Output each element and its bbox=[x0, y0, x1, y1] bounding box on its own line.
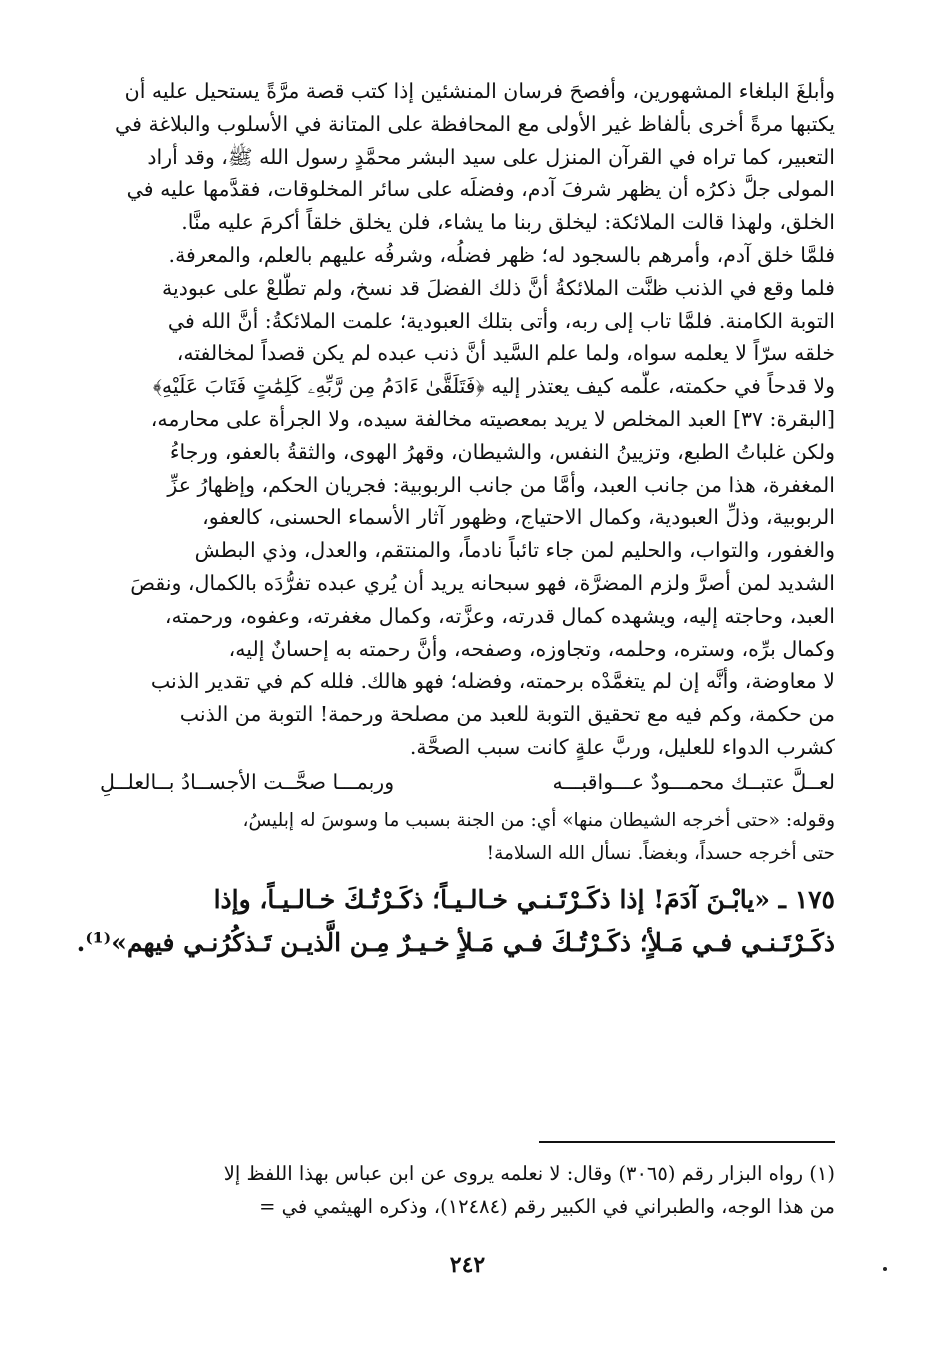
footnote-separator bbox=[539, 1141, 835, 1143]
text-line: المولى جلَّ ذكرُه أن يظهر شرفَ آدم، وفضلَه على سائر المخلوقات، فقدَّمها عليه في bbox=[126, 177, 835, 202]
poem-right-hemistich: لعــلَّ عتبــك محمـــودٌ عـــواقبـــه bbox=[552, 769, 835, 794]
commentary bbox=[100, 804, 835, 870]
hadith-line: ذكَـرْتَـنـي فـي مَـلأٍ؛ ذكَـرْتُـكَ فـي مَـلأٍ خـيـرٌ مِـن الَّذيـن تَـذكُرُنـي فيهم»⁽¹⁾. bbox=[76, 927, 835, 957]
text-line: والغفور، والتواب، والحليم لمن جاء تائباً نادماً، والمنتقم، والعدل، وذي البطش bbox=[194, 538, 835, 563]
main-text bbox=[100, 75, 835, 764]
text-line: كشرب الدواء للعليل، وربَّ علةٍ كانت سبب الصحَّة. bbox=[409, 734, 835, 759]
text-line: خلقه سرّاً لا يعلمه سواه، ولما علم السَّيد أنَّ ذنب عبده لم يكن قصداً لمخالفته، bbox=[176, 341, 835, 366]
quran-verse-line: ولا قدحاً في حكمته، علَّمه كيف يعتذر إليه ﴿فَتَلَقَّىٰ ءَادَمُ مِن رَّبِّهِۦ كَلِمَٰتٍ فَتَابَ عَلَيْهِ﴾ bbox=[152, 374, 835, 399]
text-line: فلمَّا خلق آدم، وأمرهم بالسجود له؛ ظهر فضلُه، وشرفُه عليهم بالعلم، والمعرفة. bbox=[168, 242, 835, 267]
text-line: وكمال برِّه، وستره، وحلمه، وتجاوزه، وصفحه، وأنَّ رحمته به إحسانٌ إليه، bbox=[228, 636, 835, 661]
text-line: لا معاوضة، وأنَّه إن لم يتغمَّدْه برحمته، وفضله؛ فهو هالك. فلله كم في تقدير الذنب bbox=[150, 669, 835, 694]
poem-left-hemistich: وربمـــا صحَّــت الأجســادُ بــالعلــلِ bbox=[100, 769, 395, 794]
footnote-line: من هذا الوجه، والطبراني في الكبير رقم (١٢٤٨٤)، وذكره الهيثمي في = bbox=[259, 1195, 835, 1218]
scan-dot-mark bbox=[883, 1267, 887, 1271]
text-line: فلما وقع في الذنب ظنَّت الملائكةُ أنَّ ذلك الفضلَ قد نسخ، ولم تطَّلعْ على عبودية bbox=[162, 275, 835, 300]
footnote-line: (١) رواه البزار رقم (٣٠٦٥) وقال: لا نعلمه يروى عن ابن عباس بهذا اللفظ إلا bbox=[223, 1162, 835, 1185]
text-line: من حكمة، وكم فيه مع تحقيق التوبة للعبد من مصلحة ورحمة! التوبة من الذنب bbox=[179, 702, 835, 727]
text-line: العبد، وحاجته إليه، ويشهده كمال قدرته، وعزَّته، وكمال مغفرته، وعفوه، ورحمته، bbox=[164, 603, 835, 628]
text-line: الربوبية، وذلِّ العبودية، وكمال الاحتياج، وظهور آثار الأسماء الحسنى، كالعفو، bbox=[202, 505, 835, 530]
text-line: [البقرة: ٣٧] العبد المخلص لا يريد بمعصيته مخالفة سيده، ولا الجرأة على محارمه، bbox=[150, 406, 835, 431]
book-page bbox=[76, 75, 835, 1295]
text-line: وأبلغَ البلغاء المشهورين، وأفصحَ فرسان المنشئين إذا كتب قصة مرَّةً يستحيل عليه أن bbox=[124, 79, 835, 103]
text-line: التوبة الكامنة. فلمَّا تاب إلى ربه، وأتى بتلك العبودية؛ علمت الملائكةُ: أنَّ الله في bbox=[167, 308, 835, 333]
text-line: الشديد لمن أصرَّ ولزم المضرَّة، فهو سبحانه يريد أن يُري عبده تفرُّدَه بالكمال، ونقصَ bbox=[130, 570, 835, 595]
poem-verse bbox=[100, 766, 835, 798]
commentary-line: وقوله: «حتى أخرجه الشيطان منها» أي: من الجنة بسبب ما وسوسَ له إبليسُ، bbox=[242, 809, 835, 831]
text-line: الخلق، ولهذا قالت الملائكة: ليخلق ربنا ما يشاء، فلن يخلق خلقاً أكرمَ عليه منَّا. bbox=[181, 210, 835, 235]
commentary-line: حتى أخرجه حسداً، وبغضاً. نسأل الله السلامة! bbox=[486, 842, 835, 864]
hadith-line: ١٧٥ ـ «يابْـنَ آدَمَ! إذا ذكَـرْتَـنـي خـالـيـاً؛ ذكَـرْتُـكَ خـالـيـاً، وإذا bbox=[213, 884, 835, 914]
text-line: المغفرة، هذا من جانب العبد، وأمَّا من جانب الربوبية: فجريان الحكم، وإظهارُ عزِّ bbox=[167, 472, 835, 497]
page-number: ٢٤٢ bbox=[449, 1252, 486, 1278]
text-line: التعبير، كما تراه في القرآن المنزل على سيد البشر محمَّدٍ رسول الله ﷺ، وقد أراد bbox=[147, 144, 835, 169]
text-line: يكتبها مرةً أخرى بألفاظ غير الأولى مع المحافظة على المتانة في الأسلوب والبلاغة في bbox=[115, 111, 835, 136]
hadith-heading bbox=[76, 878, 835, 964]
text-line: ولكن غلباتُ الطبع، وتزيينُ النفس، والشيطان، وقهرُ الهوى، والثقةُ بالعفو، ورجاءُ bbox=[169, 439, 835, 464]
footnotes bbox=[100, 1157, 835, 1223]
